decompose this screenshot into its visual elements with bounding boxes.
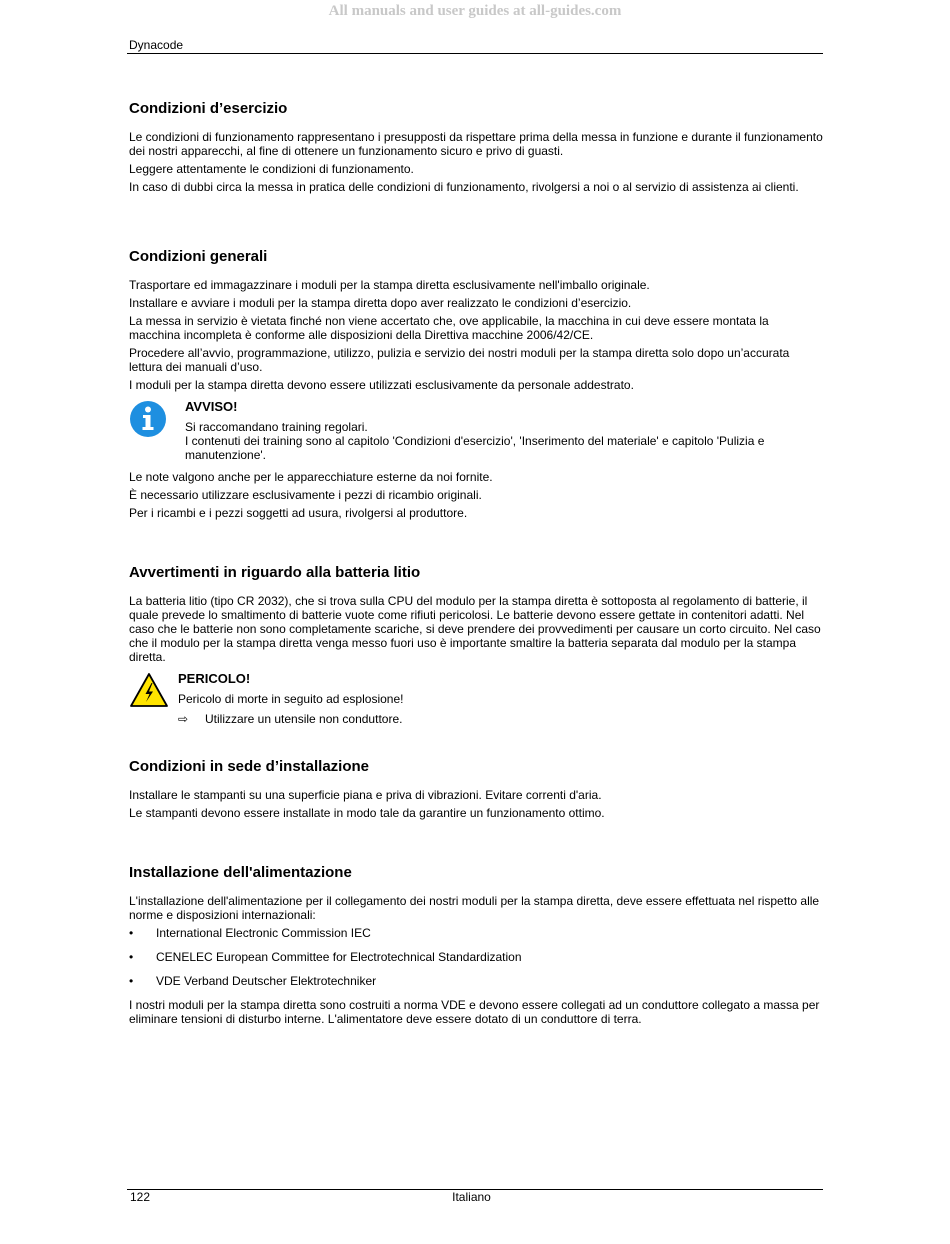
- paragraph: L'installazione dell'alimentazione per il collegamento dei nostri moduli per la stampa diretta, deve essere effettuata nel rispetto alle norme e disposizioni internazionali:: [129, 894, 820, 922]
- list-item-text: International Electronic Commission IEC: [156, 926, 371, 940]
- danger-text: Pericolo di morte in seguito ad esplosione!: [178, 692, 404, 706]
- section-title: Installazione dell'alimentazione: [129, 864, 352, 881]
- paragraph: Installare le stampanti su una superficie piana e priva di vibrazioni. Evitare correnti d'aria.: [129, 788, 602, 802]
- list-item-text: CENELEC European Committee for Electrotechnical Standardization: [156, 950, 522, 964]
- list-item: [129, 950, 823, 964]
- danger-title: PERICOLO!: [178, 671, 251, 686]
- notice-title: AVVISO!: [185, 399, 238, 414]
- paragraph: Leggere attentamente le condizioni di funzionamento.: [129, 162, 414, 176]
- bullet-list: [129, 926, 823, 988]
- notice-text: I contenuti dei training sono al capitolo 'Condizioni d'esercizio', 'Inserimento del materiale' e capitolo 'Pulizia e manutenzione'.: [185, 434, 765, 462]
- section-condizioni-generali: [129, 248, 823, 520]
- paragraph: Procedere all’avvio, programmazione, utilizzo, pulizia e servizio dei nostri moduli per la stampa diretta solo dopo un’accurata lettura dei manuali d’uso.: [129, 346, 790, 374]
- list-item: [129, 974, 823, 988]
- section-title: Condizioni in sede d’installazione: [129, 758, 370, 775]
- paragraph: Trasportare ed immagazzinare i moduli per la stampa diretta esclusivamente nell'imballo originale.: [129, 278, 650, 292]
- paragraph: Le condizioni di funzionamento rappresentano i presupposti da rispettare prima della messa in funzione e durante il funzionamento dei nostri apparecchi, al fine di ottenere un funzionamento sicuro e privo di guasti.: [129, 130, 823, 158]
- header-title: Dynacode: [129, 38, 184, 52]
- notice-text: Si raccomandano training regolari.: [185, 420, 368, 434]
- paragraph: Le note valgono anche per le apparecchiature esterne da noi fornite.: [129, 470, 493, 484]
- list-item: [129, 926, 823, 940]
- danger-action: [178, 712, 823, 726]
- page-content: [129, 100, 823, 1030]
- section-title: Avvertimenti in riguardo alla batteria litio: [129, 564, 421, 581]
- paragraph: Installare e avviare i moduli per la stampa diretta dopo aver realizzato le condizioni d’esercizio.: [129, 296, 632, 310]
- section-condizioni-installazione: [129, 758, 823, 820]
- section-title: Condizioni generali: [129, 248, 268, 265]
- watermark: All manuals and user guides at all-guides.com: [328, 3, 622, 19]
- header-divider: [127, 53, 823, 54]
- warning-lightning-icon: [129, 672, 169, 711]
- paragraph: Per i ricambi e i pezzi soggetti ad usura, rivolgersi al produttore.: [129, 506, 468, 520]
- notice-box: [129, 400, 823, 462]
- paragraph: I nostri moduli per la stampa diretta sono costruiti a norma VDE e devono essere collegati ad un conduttore collegato a massa per eliminare tensioni di disturbo interne. L'alimentatore deve essere dotato di un conduttore di terra.: [129, 998, 820, 1026]
- paragraph: La messa in servizio è vietata finché non viene accertato che, ove applicabile, la macchina in cui deve essere montata la macchina incompleta è conforme alle disposizioni della Direttiva macchine 2006/42/CE.: [129, 314, 769, 342]
- danger-action-text: Utilizzare un utensile non conduttore.: [205, 712, 403, 726]
- paragraph: Le stampanti devono essere installate in modo tale da garantire un funzionamento ottimo.: [129, 806, 605, 820]
- danger-box: [129, 672, 823, 726]
- section-batteria-litio: [129, 564, 823, 726]
- paragraph: In caso di dubbi circa la messa in pratica delle condizioni di funzionamento, rivolgersi a noi o al servizio di assistenza ai clienti.: [129, 180, 799, 194]
- section-installazione-alimentazione: [129, 864, 823, 1026]
- bullet-icon: •: [129, 950, 134, 964]
- section-condizioni-esercizio: [129, 100, 823, 194]
- paragraph: I moduli per la stampa diretta devono essere utilizzati esclusivamente da personale addestrato.: [129, 378, 634, 392]
- footer-language: Italiano: [452, 1190, 491, 1204]
- info-icon: [129, 400, 167, 441]
- section-title: Condizioni d’esercizio: [129, 100, 288, 117]
- bullet-icon: •: [129, 926, 134, 940]
- paragraph: La batteria litio (tipo CR 2032), che si trova sulla CPU del modulo per la stampa diretta è sottoposta al regolamento di batterie, il quale prevede lo smaltimento di batterie vuote come rifiuti pericolosi. Le batterie devono essere gettate in contenitori adatti. Nel caso che le batterie non sono completamente scariche, si deve prendere dei provvedimenti per causare un corto circuito. Nel caso che il modulo per la stampa diretta venga messo fuori uso è importante smaltire la batteria separata dal modulo per la stampa diretta.: [129, 594, 821, 664]
- page-number: 122: [130, 1190, 151, 1204]
- paragraph: È necessario utilizzare esclusivamente i pezzi di ricambio originali.: [129, 488, 482, 502]
- bullet-icon: •: [129, 974, 134, 988]
- arrow-right-icon: ⇨: [178, 712, 189, 726]
- list-item-text: VDE Verband Deutscher Elektrotechniker: [156, 974, 377, 988]
